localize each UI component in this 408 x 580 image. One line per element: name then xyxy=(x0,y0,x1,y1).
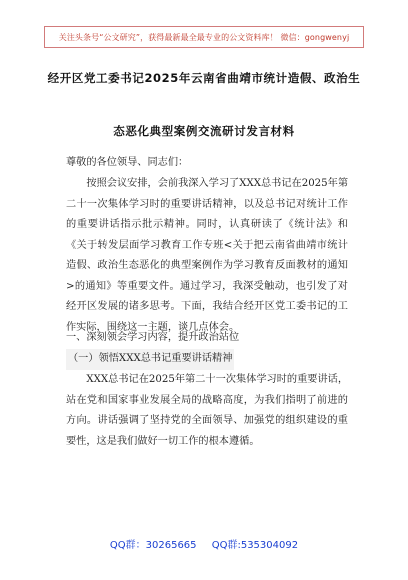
intro-paragraph-text: 按照会议安排，会前我深入学习了XXX总书记在2025年第二十一次集体学习时的重要讲话精神，以及总书记对统计工作的重要讲话指示批示精神。同时，认真研读了《统计法》和《关于转发层面学习教育工作专班<关于把云南省曲靖市统计造假、政治生态恶化的典型案例作为学习教育反面教材的通知>的通知》等重要文件。通过学习，我深受触动，也引发了对经开区发展的诸多思考。下面，我结合经开区党工委书记的工作实际，围绕这一主题，谈几点体会。 xyxy=(66,178,349,333)
section-heading-text: 一、深刻领会学习内容，提升政治站位 xyxy=(66,332,240,343)
document-title-line1: 经开区党工委书记2025年云南省曲靖市统计造假、政治生 xyxy=(47,71,361,85)
promo-banner: 关注头条号“公文研究”，获得最新最全最专业的公文资料库！ 微信：gongwenyj xyxy=(44,26,364,48)
document-title-line2: 态恶化典型案例交流研讨发言材料 xyxy=(113,124,295,138)
footer-contact xyxy=(0,536,408,551)
speech-paragraph-text: XXX总书记在2025年第二十一次集体学习时的重要讲话，站在党和国家事业发展全局的战略高度，为我们指明了前进的方向。讲话强调了坚持党的全面领导、加强党的组织建设的重要性，这是我们做好一切工作的根本遵循。 xyxy=(66,374,349,447)
footer-qq-group-1: QQ群：30265665 xyxy=(109,540,197,551)
intro-paragraph xyxy=(66,174,348,338)
salutation xyxy=(66,153,348,174)
speech-paragraph xyxy=(66,370,348,452)
salutation-text: 尊敬的各位领导、同志们： xyxy=(66,157,189,168)
section-heading xyxy=(66,328,348,349)
subsection-heading xyxy=(66,349,348,370)
subsection-heading-text: （一）领悟XXX总书记重要讲话精神 xyxy=(66,349,234,370)
footer-qq-group-2: QQ群:535304092 xyxy=(211,540,299,551)
